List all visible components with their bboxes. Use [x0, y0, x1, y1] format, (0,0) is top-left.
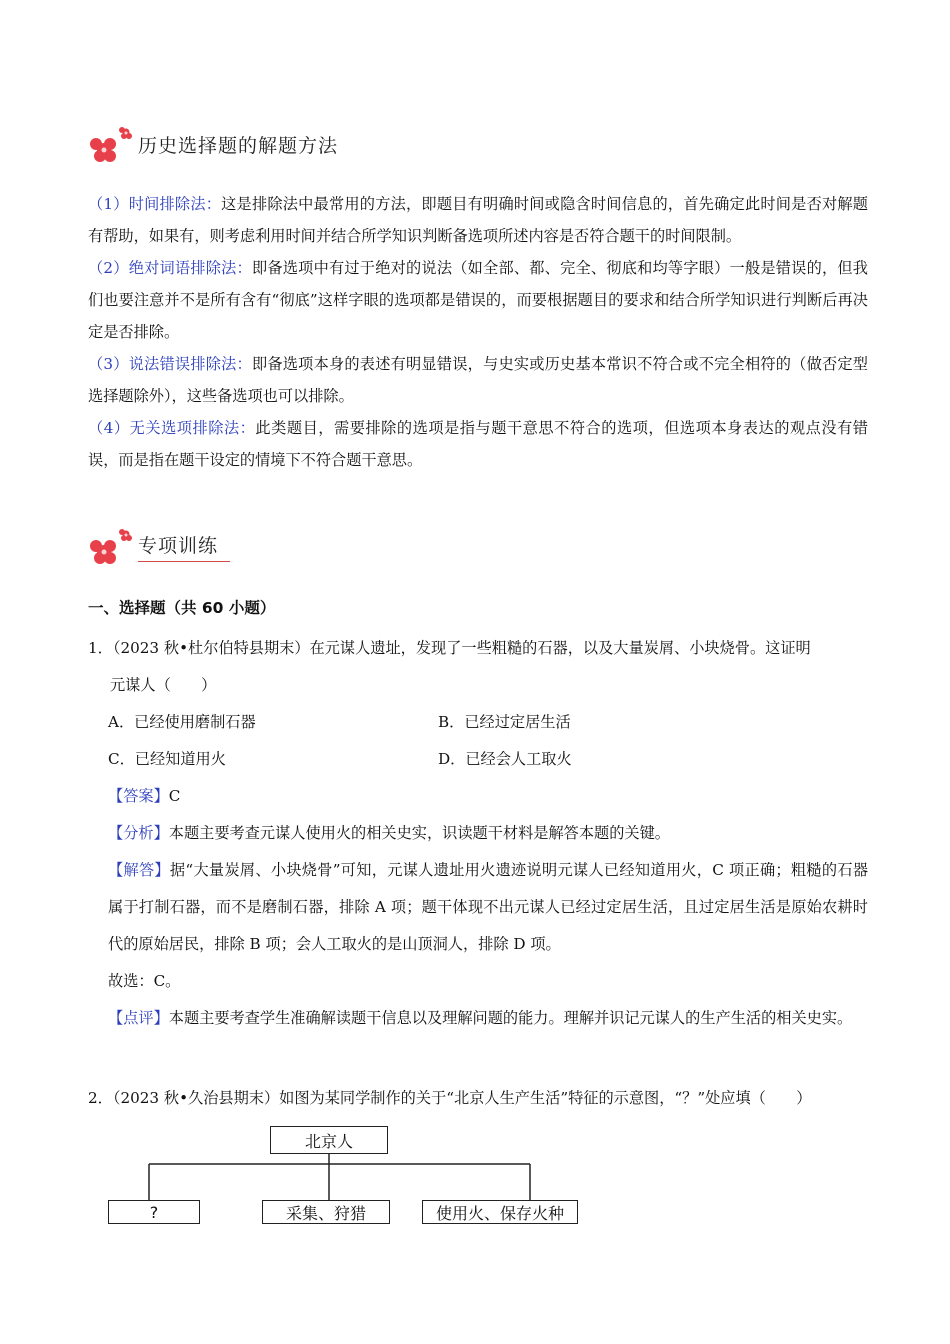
option-a[interactable]: A．已经使用磨制石器 [108, 713, 256, 731]
option-d[interactable]: D．已经会人工取火 [438, 750, 572, 768]
answer-block [88, 778, 868, 1037]
section-title: 历史选择题的解题方法 [138, 134, 339, 157]
method-item: （1）时间排除法：这是排除法中最常用的方法，即题目有明确时间或隐含时间信息的，首先确定此时间是否对解题有帮助，如果有，则考虑利用时间并结合所学知识判断备选项所述内容是否符合题干的时间限制。 [88, 195, 868, 245]
section-header-training [88, 524, 230, 568]
section-header-methods [88, 122, 338, 166]
method-item: （4）无关选项排除法：此类题目，需要排除的选项是指与题干意思不符合的选项，但选项本身表达的观点没有错误，而是指在题干设定的情境下不符合题干意思。 [88, 419, 868, 469]
comment-line: 【点评】本题主要考查学生准确解读题干信息以及理解问题的能力。理解并识记元谋人的生产生活的相关史实。 [108, 1009, 853, 1027]
flower-icon [88, 122, 136, 166]
diagram-root: 北京人 [270, 1126, 388, 1154]
answer-line: 【答案】C [108, 787, 181, 805]
question-stem: 1．（2023 秋•杜尔伯特县期末）在元谋人遗址，发现了一些粗糙的石器，以及大量炭屑、小块烧骨。这证明 元谋人（ ） [88, 639, 811, 694]
flower-icon [88, 524, 136, 568]
beijing-man-diagram [100, 1124, 580, 1234]
choice-line: 故选：C。 [108, 972, 181, 990]
method-item: （2）绝对词语排除法：即备选项中有过于绝对的说法（如全部、都、完全、彻底和均等字眼）一般是错误的，但我们也要注意并不是所有含有“彻底”这样字眼的选项都是错误的，而要根据题目的要求和结合所学知识进行判断后再决定是否排除。 [88, 259, 868, 341]
option-c[interactable]: C．已经知道用火 [108, 750, 226, 768]
diagram-child-unknown: ? [108, 1200, 200, 1224]
methods-list [88, 188, 868, 476]
method-item: （3）说法错误排除法：即备选项本身的表述有明显错误，与史实或历史基本常识不符合或不完全相符的（做否定型选择题除外），这些备选项也可以排除。 [88, 355, 868, 405]
question-2 [88, 1080, 868, 1117]
options [88, 704, 868, 778]
question-stem: 2．（2023 秋•久治县期末）如图为某同学制作的关于“北京人生产生活”特征的示意图，“？”处应填（ ） [88, 1089, 812, 1107]
solution-line: 【解答】据“大量炭屑、小块烧骨”可知，元谋人遗址用火遗迹说明元谋人已经知道用火，C 项正确；粗糙的石器属于打制石器，而不是磨制石器，排除 A 项；题干体现不出元谋人已经过定居生活，且过定居生活是原始农耕时代的原始居民，排除 B 项；会人工取火的是山顶洞人，排除 D 项。 [108, 861, 869, 953]
analysis-line: 【分析】本题主要考查元谋人使用火的相关史实，识读题干材料是解答本题的关键。 [108, 824, 670, 842]
diagram-child-fire: 使用火、保存火种 [422, 1200, 578, 1224]
question-1 [88, 630, 868, 1037]
option-b[interactable]: B．已经过定居生活 [438, 713, 571, 731]
questions-heading: 一、选择题（共 60 小题） [88, 599, 276, 617]
section-title: 专项训练 [138, 531, 230, 562]
diagram-child-gathering: 采集、狩猎 [262, 1200, 390, 1224]
